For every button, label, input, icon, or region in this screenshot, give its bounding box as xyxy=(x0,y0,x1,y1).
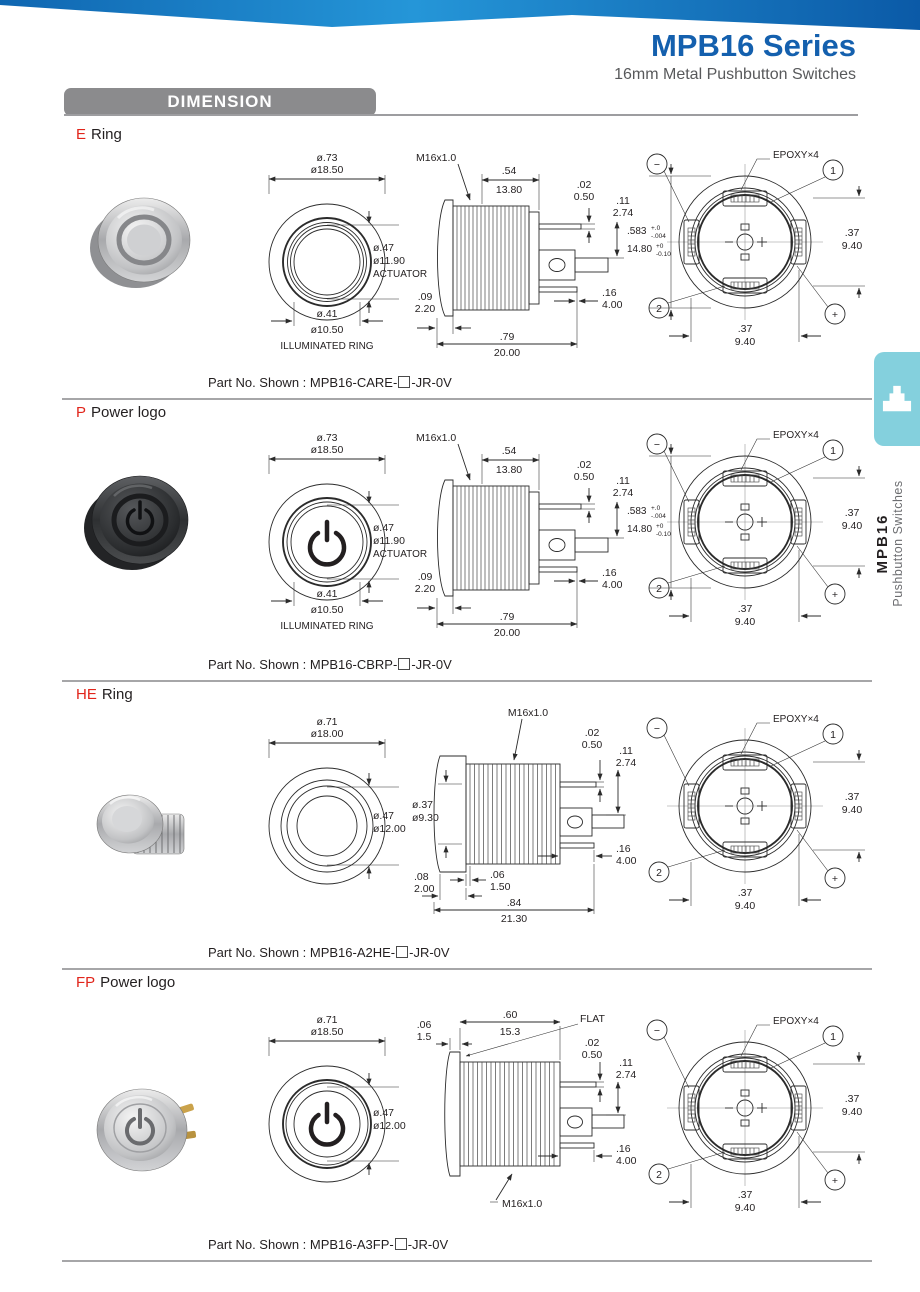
section-name: Power logo xyxy=(91,404,167,421)
tolerance: +.0 xyxy=(651,225,661,232)
power-logo xyxy=(311,1104,343,1145)
dim-label: 4.00 xyxy=(602,299,623,311)
product-photo-p xyxy=(80,466,200,578)
part-number xyxy=(208,657,452,672)
side-body xyxy=(434,756,624,872)
dim-label: .37 xyxy=(737,887,753,899)
dim-label: .54 xyxy=(501,165,517,177)
tolerance: -.004 xyxy=(651,513,666,520)
part-number xyxy=(208,945,450,960)
terminal-2: 2 xyxy=(656,867,662,879)
actuator-label: ACTUATOR xyxy=(373,269,428,280)
section-name: Power logo xyxy=(100,974,176,991)
section-letter: E xyxy=(76,126,87,143)
dim-label: 9.40 xyxy=(841,520,863,532)
terminal-pos: + xyxy=(831,1175,839,1187)
dim-label: 2.20 xyxy=(414,303,436,315)
dim-label: .37 xyxy=(737,603,753,615)
dim-label: 2.74 xyxy=(615,1069,637,1081)
dim-label: 13.80 xyxy=(495,464,523,476)
part-number-suffix: -JR-0V xyxy=(407,1237,449,1252)
side-view-drawing xyxy=(410,704,650,924)
terminal-pos: + xyxy=(831,589,839,601)
part-number-label: Part No. Shown : xyxy=(208,657,310,672)
dim-label: ø.73 xyxy=(316,152,338,164)
dim-label: .583 xyxy=(627,226,647,237)
epoxy-label: EPOXY×4 xyxy=(773,430,819,441)
dim-label: 2.74 xyxy=(612,207,634,219)
dim-label: ø18.50 xyxy=(310,1026,344,1038)
dim-label: 9.40 xyxy=(734,336,756,348)
dim-label: 21.30 xyxy=(500,913,528,925)
dim-label: ø.47 xyxy=(373,810,395,822)
section-letter: P xyxy=(76,404,87,421)
dim-label: ø.73 xyxy=(316,432,338,444)
part-number xyxy=(208,1237,448,1252)
thread-label: M16x1.0 xyxy=(416,432,457,444)
terminal-neg: − xyxy=(653,439,661,451)
part-number-label: Part No. Shown : xyxy=(208,945,310,960)
tolerance: -0.10 xyxy=(656,531,671,538)
dim-label: .02 xyxy=(584,1037,600,1049)
section-fp-power-logo xyxy=(62,968,872,1262)
dim-label: .11 xyxy=(619,745,633,757)
part-number-suffix: -JR-0V xyxy=(411,375,452,390)
dim-label: ø.71 xyxy=(316,716,338,728)
front-circles xyxy=(269,768,385,884)
dim-label: .79 xyxy=(499,611,515,623)
dim-label: ø12.00 xyxy=(373,823,406,835)
terminal-pos: + xyxy=(831,309,839,321)
terminal-pos: + xyxy=(831,873,839,885)
dim-label: ø11.90 xyxy=(373,535,405,547)
power-logo xyxy=(310,522,344,564)
series-name: MPB16 xyxy=(874,513,891,574)
dim-label: 9.40 xyxy=(734,1202,756,1214)
part-number-suffix: -JR-0V xyxy=(411,657,452,672)
dim-label: .02 xyxy=(584,727,600,739)
back-view-drawing xyxy=(627,710,872,915)
dim-label: 2.74 xyxy=(615,757,637,769)
dim-label: .37 xyxy=(844,791,860,803)
thread-label: M16x1.0 xyxy=(502,1198,543,1210)
thread-label: M16x1.0 xyxy=(507,707,549,719)
front-circles xyxy=(269,204,385,320)
tolerance: +0 xyxy=(656,523,664,530)
dim-label: ø.71 xyxy=(316,1014,338,1026)
dim-label: 9.40 xyxy=(734,616,756,628)
dim-label: .16 xyxy=(616,843,631,855)
ring-label: ILLUMINATED RING xyxy=(280,341,374,352)
dim-label: ø.37 xyxy=(412,799,434,811)
dim-label: .37 xyxy=(844,227,860,239)
part-number-prefix: MPB16-CARE- xyxy=(309,375,398,390)
terminal-callouts xyxy=(647,718,845,888)
epoxy-label: EPOXY×4 xyxy=(773,1016,819,1027)
part-number xyxy=(208,375,452,390)
dim-label: ø11.90 xyxy=(373,255,405,267)
dim-label: ø10.50 xyxy=(310,604,344,616)
header xyxy=(614,30,856,84)
tolerance: +0 xyxy=(656,243,664,250)
dim-label: .11 xyxy=(616,195,630,207)
part-number-placeholder-box xyxy=(398,658,410,670)
tolerance: +.0 xyxy=(651,505,661,512)
dim-label: .54 xyxy=(501,445,517,457)
dim-label: 0.50 xyxy=(581,1049,603,1061)
dim-label: 9.40 xyxy=(734,900,756,912)
back-view-drawing xyxy=(627,426,872,631)
part-number-prefix: MPB16-CBRP- xyxy=(309,657,398,672)
section-p-power-logo xyxy=(62,398,872,682)
part-number-prefix: MPB16-A2HE- xyxy=(309,945,396,960)
terminal-neg: − xyxy=(653,723,661,735)
dim-label: 2.20 xyxy=(414,583,436,595)
terminal-2: 2 xyxy=(656,303,662,315)
dim-label: ø18.00 xyxy=(310,728,344,740)
epoxy-label: EPOXY×4 xyxy=(773,150,819,161)
dim-label: 2.74 xyxy=(612,487,634,499)
flat-label: FLAT xyxy=(580,1013,605,1025)
part-number-label: Part No. Shown : xyxy=(208,375,310,390)
dim-label: 1.5 xyxy=(416,1031,432,1043)
terminal-callouts xyxy=(647,1020,845,1190)
epoxy-label: EPOXY×4 xyxy=(773,714,819,725)
dim-label: .37 xyxy=(737,1189,753,1201)
dim-label: 9.40 xyxy=(841,240,863,252)
series-label: Pushbutton Switches xyxy=(891,480,905,607)
page-title: MPB16 Series xyxy=(650,28,856,63)
dim-label: ø10.50 xyxy=(310,324,344,336)
dim-label: .79 xyxy=(499,331,515,343)
dim-label: ø12.00 xyxy=(373,1120,406,1132)
thread-label: M16x1.0 xyxy=(416,152,457,164)
dim-label: 20.00 xyxy=(493,347,521,359)
side-view-drawing xyxy=(412,148,652,360)
dim-label: 2.00 xyxy=(414,883,435,895)
dim-label: .02 xyxy=(576,459,592,471)
dim-label: .60 xyxy=(502,1009,518,1021)
dim-label: ø.41 xyxy=(316,308,338,320)
terminal-1: 1 xyxy=(830,445,836,457)
dim-label: .11 xyxy=(616,475,630,487)
dim-label: ø.47 xyxy=(373,242,395,254)
dim-label: ø.41 xyxy=(316,588,338,600)
terminal-callouts xyxy=(647,434,845,604)
side-body xyxy=(445,1052,624,1176)
section-name: Ring xyxy=(101,686,133,703)
terminal-neg: − xyxy=(653,1025,661,1037)
actuator-label: ACTUATOR xyxy=(373,549,428,560)
dim-label: 9.40 xyxy=(841,1106,863,1118)
dim-label: 4.00 xyxy=(616,855,637,867)
dim-label: 0.50 xyxy=(581,739,603,751)
side-body xyxy=(438,480,609,596)
section-letter: FP xyxy=(76,974,96,991)
dim-label: 4.00 xyxy=(616,1155,637,1167)
part-number-suffix: -JR-0V xyxy=(409,945,450,960)
dim-label: 14.80 xyxy=(627,244,653,255)
dim-label: .06 xyxy=(416,1019,432,1031)
product-photo-fp xyxy=(92,1080,197,1180)
dim-label: 14.80 xyxy=(627,524,653,535)
side-body xyxy=(438,200,609,316)
terminal-1: 1 xyxy=(830,1031,836,1043)
dim-label: .08 xyxy=(414,871,429,883)
pushbutton-icon xyxy=(882,382,912,416)
front-view-drawing xyxy=(227,150,442,355)
part-number-placeholder-box xyxy=(396,946,408,958)
part-number-placeholder-box xyxy=(395,1238,407,1250)
dimension-banner: DIMENSION xyxy=(64,88,376,116)
product-photo-he xyxy=(90,776,190,876)
dim-label: .11 xyxy=(619,1057,633,1069)
section-title xyxy=(76,974,175,991)
section-title xyxy=(76,686,133,703)
part-number-prefix: MPB16-A3FP- xyxy=(309,1237,394,1252)
dim-label: ø18.50 xyxy=(310,444,344,456)
side-view-drawing xyxy=(412,428,652,640)
dim-label: .583 xyxy=(627,506,647,517)
front-view-drawing xyxy=(227,430,442,635)
section-title xyxy=(76,126,122,143)
section-e-ring xyxy=(62,120,872,400)
section-he-ring xyxy=(62,680,872,970)
dim-label: 1.50 xyxy=(490,881,511,893)
terminal-1: 1 xyxy=(830,165,836,177)
terminal-2: 2 xyxy=(656,583,662,595)
terminal-neg: − xyxy=(653,159,661,171)
dim-label: .09 xyxy=(417,291,433,303)
dim-label: .84 xyxy=(506,897,522,909)
ring-label: ILLUMINATED RING xyxy=(280,621,374,632)
series-tab[interactable] xyxy=(874,352,920,446)
section-title xyxy=(76,404,166,421)
dim-label: ø9.30 xyxy=(412,812,439,824)
dim-label: .37 xyxy=(844,1093,860,1105)
product-photo-e xyxy=(88,190,198,295)
dim-label: .16 xyxy=(602,567,617,579)
dim-label: 13.80 xyxy=(495,184,523,196)
tolerance: -0.10 xyxy=(656,251,671,258)
dim-label: 4.00 xyxy=(602,579,623,591)
dim-label: 0.50 xyxy=(573,191,595,203)
section-letter: HE xyxy=(76,686,97,703)
side-view-drawing xyxy=(410,1004,650,1216)
dim-label: .16 xyxy=(602,287,617,299)
page-subtitle: 16mm Metal Pushbutton Switches xyxy=(614,65,856,83)
section-name: Ring xyxy=(91,126,122,143)
dim-label: 20.00 xyxy=(493,627,521,639)
dim-label: 9.40 xyxy=(841,804,863,816)
dim-label: .37 xyxy=(737,323,753,335)
dim-label: .06 xyxy=(490,869,505,881)
dim-label: .16 xyxy=(616,1143,631,1155)
dim-label: .09 xyxy=(417,571,433,583)
side-tab-text xyxy=(874,456,916,631)
dim-label: ø.47 xyxy=(373,522,395,534)
back-view-drawing xyxy=(627,146,872,351)
dim-label: 15.3 xyxy=(499,1026,521,1038)
header-divider xyxy=(64,114,858,116)
dim-label: .37 xyxy=(844,507,860,519)
dim-label: ø18.50 xyxy=(310,164,344,176)
terminal-2: 2 xyxy=(656,1169,662,1181)
dim-label: 0.50 xyxy=(573,471,595,483)
terminal-callouts xyxy=(647,154,845,324)
tolerance: -.004 xyxy=(651,233,666,240)
dim-label: .02 xyxy=(576,179,592,191)
part-number-label: Part No. Shown : xyxy=(208,1237,310,1252)
dim-label: ø.47 xyxy=(373,1107,395,1119)
part-number-placeholder-box xyxy=(398,376,410,388)
terminal-1: 1 xyxy=(830,729,836,741)
back-view-drawing xyxy=(627,1012,872,1217)
